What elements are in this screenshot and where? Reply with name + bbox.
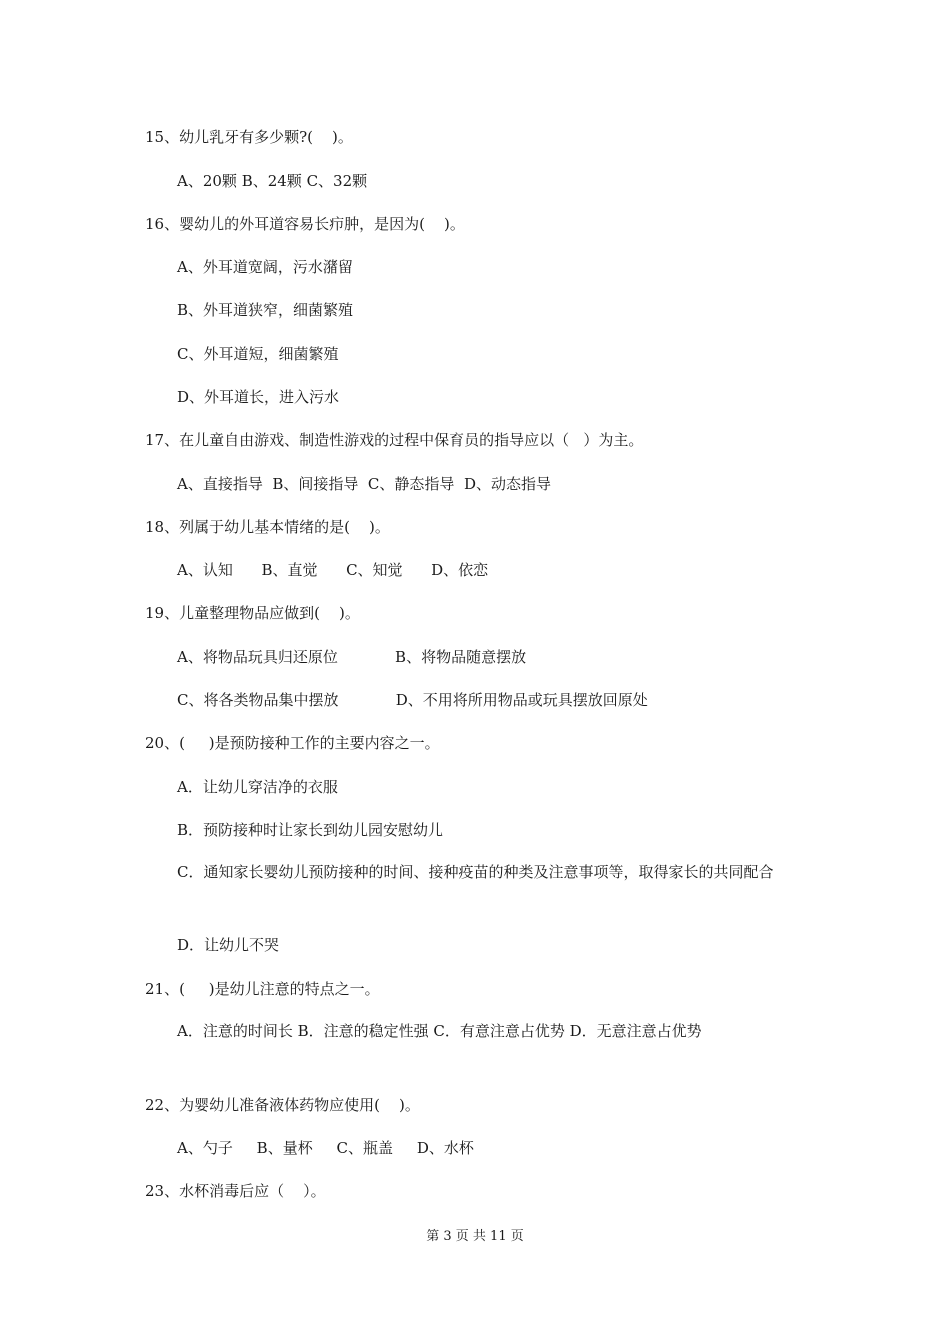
question-16-stem: 16、婴幼儿的外耳道容易长疖肿，是因为( )。 <box>145 215 465 233</box>
question-16-option-d: D、外耳道长，进入污水 <box>177 388 340 406</box>
question-23-stem: 23、水杯消毒后应（ ）。 <box>145 1182 326 1200</box>
question-15-stem: 15、幼儿乳牙有多少颗?( )。 <box>145 128 353 146</box>
question-17-stem: 17、在儿童自由游戏、制造性游戏的过程中保育员的指导应以（ ）为主。 <box>145 431 644 449</box>
question-18-options: A、认知 B、直觉 C、知觉 D、依恋 <box>177 561 489 579</box>
question-22-stem: 22、为婴幼儿准备液体药物应使用( )。 <box>145 1096 420 1114</box>
question-20-option-b: B．预防接种时让家长到幼儿园安慰幼儿 <box>177 821 444 839</box>
question-19-options-ab: A、将物品玩具归还原位 B、将物品随意摆放 <box>177 648 527 666</box>
question-20-option-a: A．让幼儿穿洁净的衣服 <box>177 778 338 796</box>
question-21-stem: 21、( )是幼儿注意的特点之一。 <box>145 980 380 998</box>
page-footer: 第 3 页 共 11 页 <box>426 1229 524 1244</box>
question-18-stem: 18、列属于幼儿基本情绪的是( )。 <box>145 518 390 536</box>
question-20-option-c: C．通知家长婴幼儿预防接种的时间、接种疫苗的种类及注意事项等，取得家长的共同配合 <box>177 863 774 881</box>
question-21-options: A．注意的时间长 B．注意的稳定性强 C．有意注意占优势 D．无意注意占优势 <box>177 1022 702 1040</box>
question-22-options: A、勺子 B、量杯 C、瓶盖 D、水杯 <box>177 1139 474 1157</box>
question-16-option-b: B、外耳道狭窄，细菌繁殖 <box>177 301 354 319</box>
question-16-option-a: A、外耳道宽阔，污水潴留 <box>177 258 353 276</box>
question-19-options-cd: C、将各类物品集中摆放 D、不用将所用物品或玩具摆放回原处 <box>177 691 648 709</box>
question-17-options: A、直接指导 B、间接指导 C、静态指导 D、动态指导 <box>177 475 551 493</box>
question-19-stem: 19、儿童整理物品应做到( )。 <box>145 604 360 622</box>
question-20-option-d: D．让幼儿不哭 <box>177 936 280 954</box>
question-15-options: A、20颗 B、24颗 C、32颗 <box>177 172 368 190</box>
question-16-option-c: C、外耳道短，细菌繁殖 <box>177 345 339 363</box>
question-20-stem: 20、( )是预防接种工作的主要内容之一。 <box>145 734 440 752</box>
